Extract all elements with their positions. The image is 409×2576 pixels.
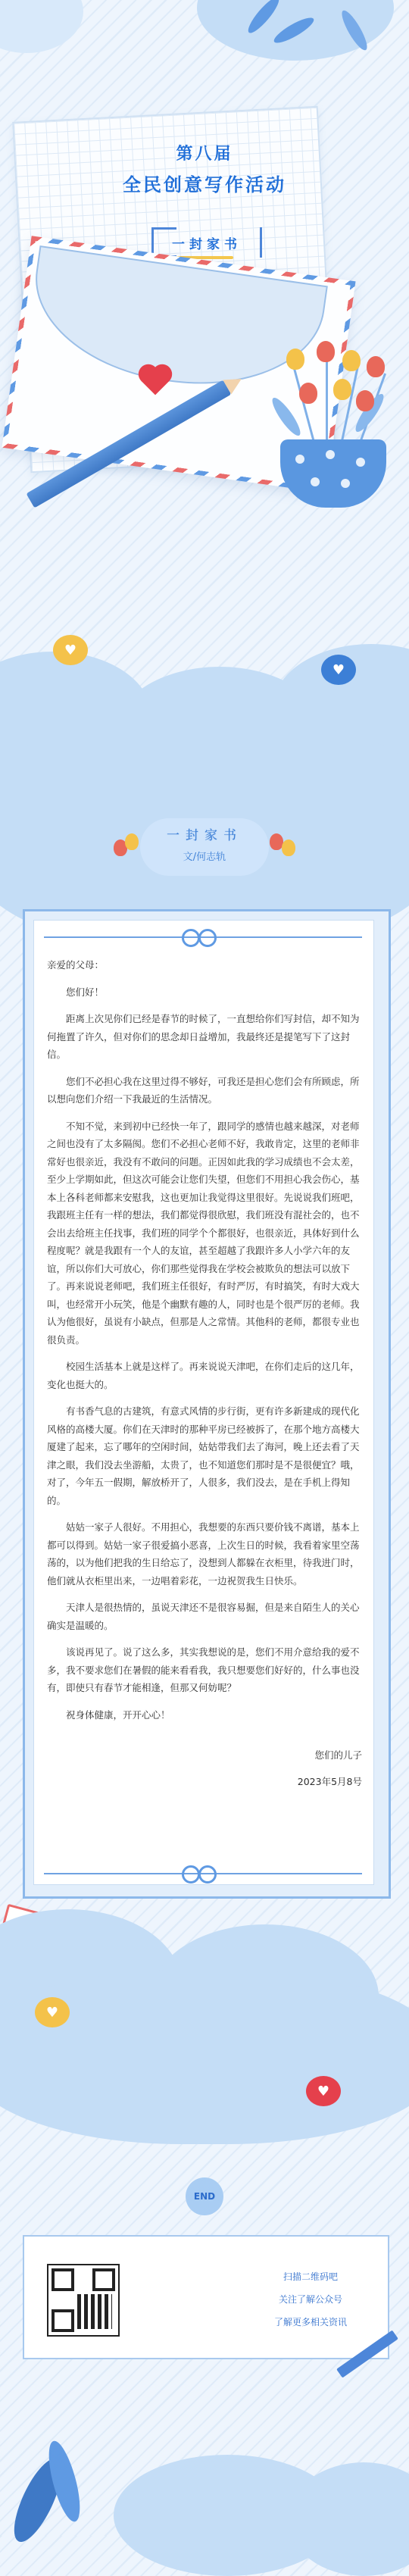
flower-stem: [326, 356, 328, 447]
tulip-icon: [367, 356, 385, 377]
letter-paragraph: 姑姑一家子人很好。不用担心，我想要的东西只要价钱不离谱，基本上都可以得到。姑姑一家子很爱搞小恶喜，上次生日的时候，我看着家里空荡荡的，以为他们把我的生日给忘了，没想到人都躲在衣柜里，待我进门时，他们就从衣柜里出来，一边唱着彩花，一边祝贺我生日快乐。: [47, 1521, 360, 1587]
qr-caption-line: 了解更多相关资讯: [273, 2317, 347, 2327]
heart-chat-icon: ♥: [53, 635, 88, 665]
pot-heart-dot: [326, 450, 335, 459]
tulip-icon: [342, 350, 361, 371]
qr-caption-line: 关注了解公众号: [278, 2294, 342, 2305]
cloud-band: [0, 1970, 409, 2144]
qr-modules: [77, 2294, 112, 2329]
qr-finder: [52, 2268, 74, 2291]
event-edition: 第八届: [176, 145, 233, 164]
heart-chat-icon: ♥: [321, 655, 356, 685]
letter-paragraph: 不知不觉，来到初中已经快一年了，跟同学的感情也越来越深，对老师之间也没有了太多隔阂。您们不必担心老师不好，我敢肯定，这里的老师非常好也很亲近，我没有不敢问的问题。正因如此我的学习成绩也不会太差，至少上学期如此，但这次可能会让您们失望，但您们不用担心我会伤心，基本上各科老师都来安慰我，这也更加让我觉得这里很好。先说说我们班吧，我跟班主任有一样的想法，我们都觉得很欣慰，我们班没有混社会的，也不会出去给班主任找事，我们班的同学个个都很好，也很亲近，具体好到什么程度呢？就是我跟有一个人的友谊，甚至超越了我跟许多人小学六年的友谊，所以你们大可放心，你们那些觉得我在学校会被欺负的想法可以放下了。再来说说老师吧，我们班主任很好，有时严厉，有时搞笑，有时大戏大叫，也经常开小玩笑，他是个幽默有趣的人，同时也是个很严厉的老师。我认为他很好，虽说有小缺点，但那是人之常情。其他科的老师，都很专业也很负责。: [47, 1120, 360, 1346]
letter-greeting: 您们好！: [66, 986, 105, 998]
letter-signature: 您们的儿子: [314, 1749, 362, 1761]
pot-heart-dot: [356, 458, 365, 467]
letter-paragraph: 祝身体健康，开开心心！: [66, 1708, 170, 1721]
qr-finder: [52, 2309, 74, 2332]
tulip-icon: [356, 390, 374, 411]
letter-ring-decoration: [182, 929, 200, 947]
pot-heart-dot: [295, 455, 304, 464]
cloud-top-left: [0, 0, 83, 53]
qr-finder: [92, 2268, 115, 2291]
qr-code: [47, 2264, 120, 2337]
letter-paragraph: 有书香气息的古建筑，有意式风情的步行街，更有许多新建成的现代化风格的高楼大厦。你们在天津时的那种平房已经被拆了，在那个地方高楼大厦建了起来，忘了哪年的空闲时间，姑姑带我们去了海河，晚上还去看了天津之眼，我们没去坐游船，太贵了，也不知道您们那时是不是很便宜？哦，对了，今年五一假期，解放桥开了，人很多，我们没去，是在手机上得知的。: [47, 1405, 360, 1506]
tulip-icon: [299, 383, 317, 404]
letter-tag-text: 一封家书: [172, 236, 242, 252]
letter-paragraph: 距离上次见你们已经是春节的时候了，一直想给你们写封信，却不知为何拖置了许久，但对你们的思念却日益增加，我最终还是提笔写下了这封信。: [47, 1013, 360, 1060]
section-author: 文/何志轨: [183, 852, 226, 863]
letter-ring-decoration: [198, 929, 217, 947]
section-title: 一封家书: [167, 828, 242, 843]
letter-body: [47, 956, 362, 1799]
tulip-icon: [333, 379, 351, 400]
tulip-icon: [286, 349, 304, 370]
letter-ring-decoration: [198, 1865, 217, 1884]
letter-paragraph: 您们不必担心我在这里过得不够好，可我还是担心您们会有所顾虑，所以想向您们介绍一下我最近的生活情况。: [47, 1075, 360, 1105]
letter-paragraph: 该说再见了。说了这么多，其实我想说的是，您们不用介意给我的爱不多，我不要求您们在暑假的能来看看我，我只想要您们好好的，什么事也没有，即使只有春节才能相逢，但那又何妨呢？: [47, 1646, 360, 1693]
qr-caption-line: 扫描二维码吧: [283, 2271, 338, 2282]
letter-paragraph: 校园生活基本上就是这样了。再来说说天津吧，在你们走后的这几年，变化也挺大的。: [47, 1361, 360, 1390]
end-badge: END: [186, 2177, 223, 2215]
letter-paragraph: 天津人是很热情的，虽说天津还不是很容易掘，但是来自陌生人的关心确实是温暖的。: [47, 1602, 360, 1631]
tulip-icon: [317, 341, 335, 362]
flower-pot: [280, 439, 386, 508]
pot-heart-dot: [311, 477, 320, 486]
heart-chat-icon: ♥: [35, 1997, 70, 2027]
letter-salutation: 亲爱的父母：: [47, 959, 105, 971]
letter-date: 2023年5月8号: [297, 1776, 362, 1787]
pot-heart-dot: [341, 479, 350, 488]
letter-tag: [151, 227, 262, 258]
event-title: 全民创意写作活动: [123, 174, 286, 195]
letter-ring-decoration: [182, 1865, 200, 1884]
heart-chat-icon: ♥: [306, 2076, 341, 2106]
